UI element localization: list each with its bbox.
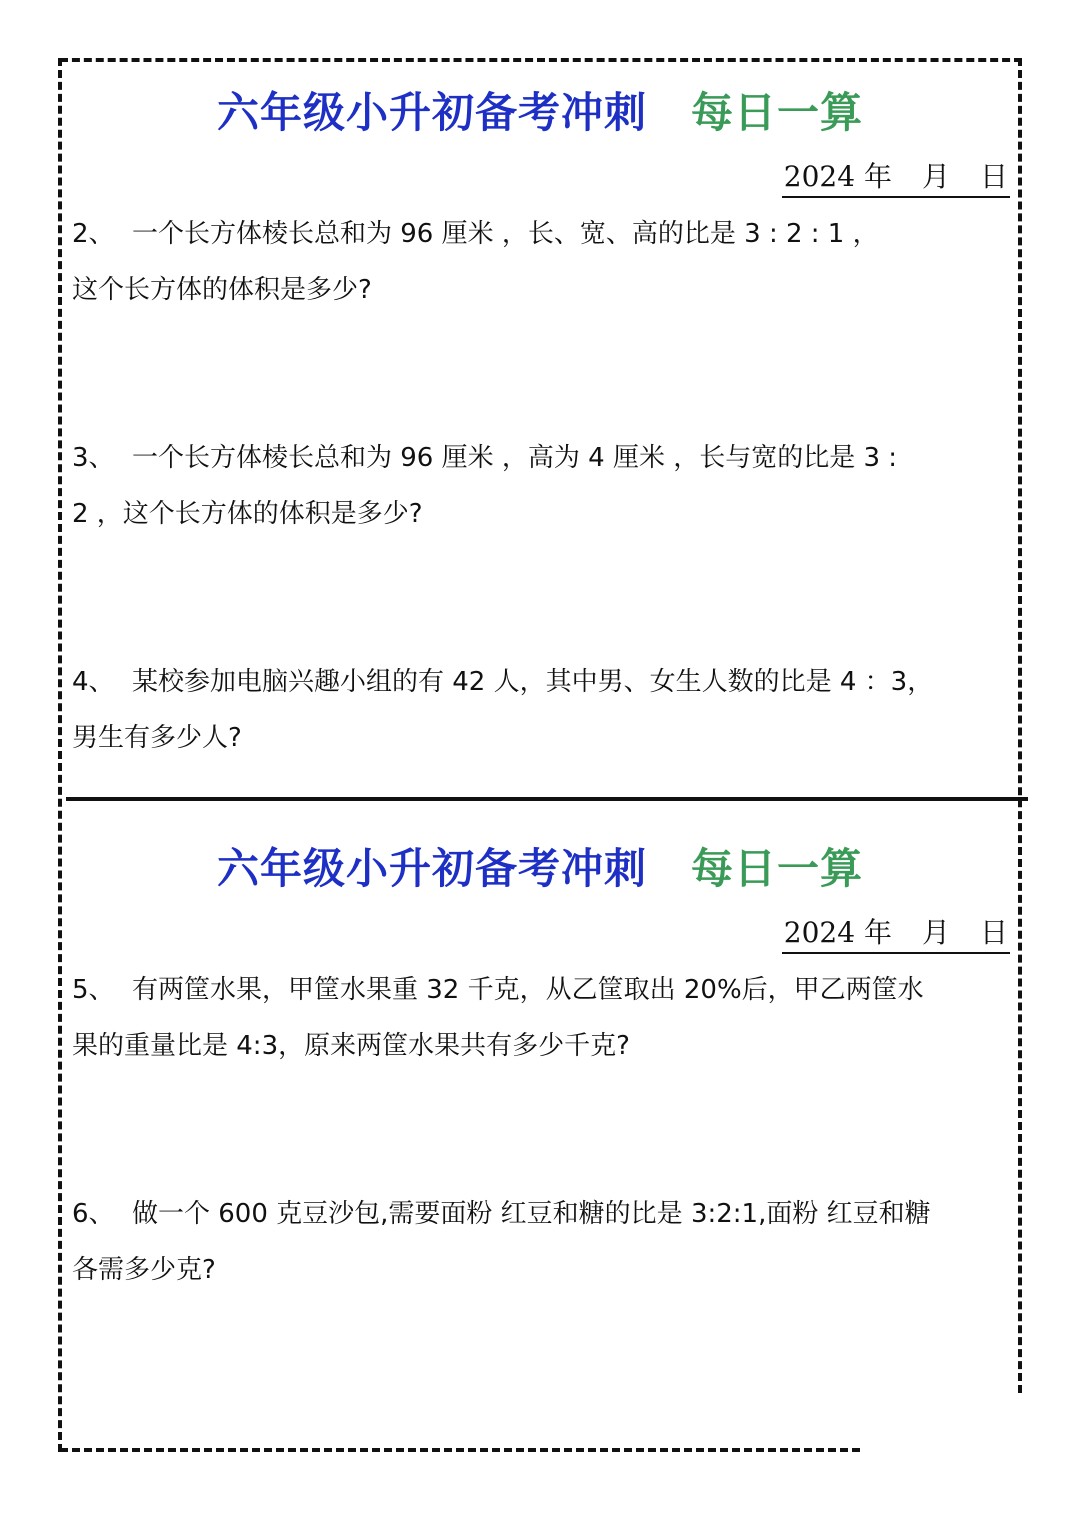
page-title <box>0 80 1080 140</box>
dashed-border-right <box>1018 58 1022 1393</box>
dashed-border-left <box>58 58 62 1452</box>
question-4 <box>72 654 1012 766</box>
date-day: 日 <box>979 916 1008 949</box>
question-text: 某校参加电脑兴趣小组的有 42 人，其中男、女生人数的比是 4 ：3， <box>132 667 934 697</box>
question-number: 5、 <box>72 975 115 1005</box>
question-text: 一个长方体棱长总和为 96 厘米 ，高为 4 厘米 ，长与宽的比是 3 : <box>132 443 898 473</box>
question-text-cont: 这个长方体的体积是多少? <box>72 275 372 305</box>
question-text: 有两筐水果，甲筐水果重 32 千克，从乙筐取出 20%后，甲乙两筐水 <box>132 975 924 1005</box>
question-5 <box>72 962 1012 1074</box>
question-6 <box>72 1186 1012 1298</box>
question-text: 做一个 600 克豆沙包,需要面粉 红豆和糖的比是 3:2:1,面粉 红豆和糖 <box>132 1199 931 1229</box>
question-text-cont: 2 ，这个长方体的体积是多少? <box>72 499 423 529</box>
question-text-cont: 男生有多少人? <box>72 723 242 753</box>
date-line <box>782 916 1010 954</box>
question-text: 一个长方体棱长总和为 96 厘米 ，长、宽、高的比是 3 : 2 : 1 ， <box>132 219 879 249</box>
section-divider <box>66 797 1028 801</box>
title-sub: 每日一算 <box>691 88 864 137</box>
date-line <box>782 160 1010 198</box>
page-title <box>0 836 1080 896</box>
question-text-cont: 各需多少克? <box>72 1255 216 1285</box>
question-number: 4、 <box>72 667 115 697</box>
date-year: 2024 年 <box>783 916 892 949</box>
dashed-border-top <box>60 58 1022 62</box>
question-number: 3、 <box>72 443 115 473</box>
dashed-border-bottom <box>60 1448 860 1452</box>
question-text-cont: 果的重量比是 4:3，原来两筐水果共有多少千克? <box>72 1031 630 1061</box>
date-month: 月 <box>921 160 950 193</box>
date-day: 日 <box>979 160 1008 193</box>
title-main: 六年级小升初备考冲刺 <box>216 88 647 137</box>
question-2 <box>72 206 1012 318</box>
question-3 <box>72 430 1012 542</box>
question-number: 6、 <box>72 1199 115 1229</box>
title-sub: 每日一算 <box>691 844 864 893</box>
question-number: 2、 <box>72 219 115 249</box>
date-year: 2024 年 <box>783 160 892 193</box>
date-month: 月 <box>921 916 950 949</box>
title-main: 六年级小升初备考冲刺 <box>216 844 647 893</box>
